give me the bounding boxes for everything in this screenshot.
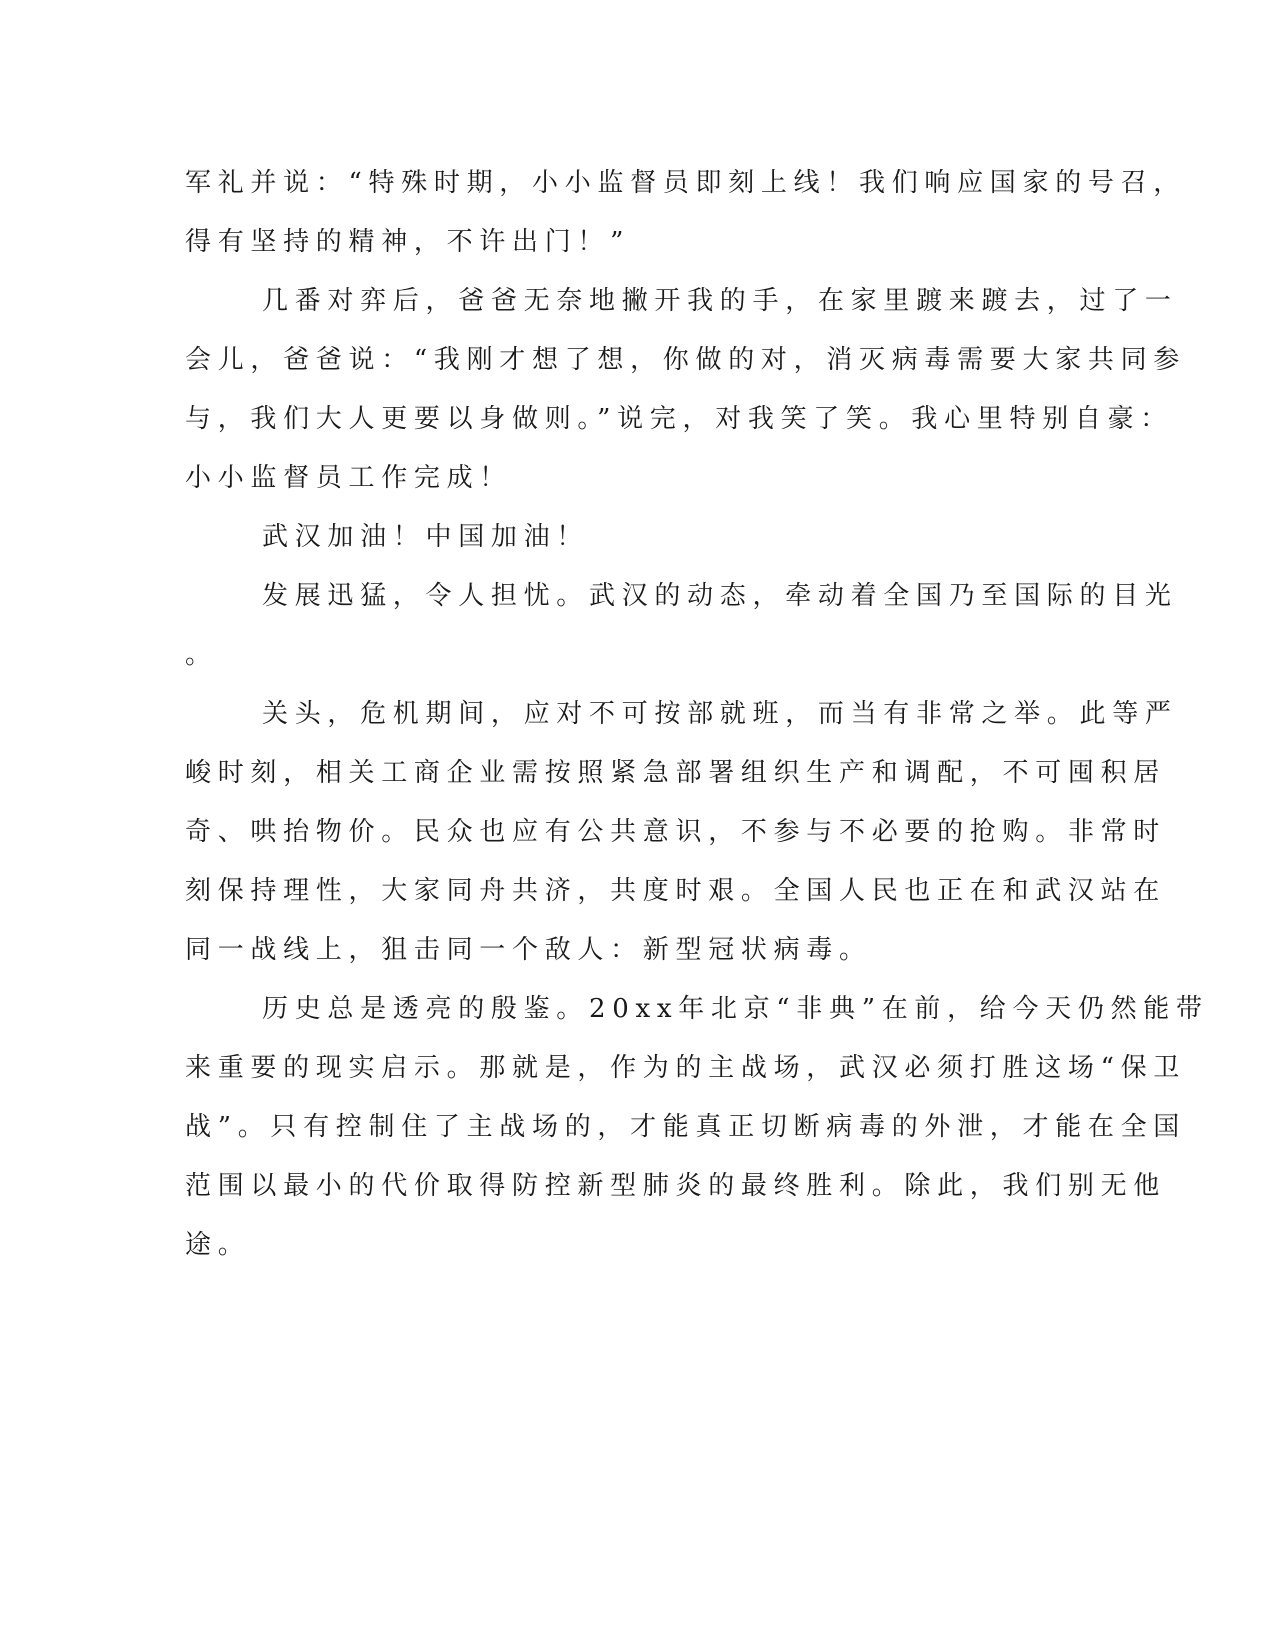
body-text-line: 途。 xyxy=(185,1230,251,1260)
body-text-line: 得有坚持的精神，不许出门！” xyxy=(185,227,631,257)
body-text-line: 来重要的现实启示。那就是，作为的主战场，武汉必须打胜这场“保卫 xyxy=(185,1053,1186,1083)
body-text-line: 发展迅猛，令人担忧。武汉的动态，牵动着全国乃至国际的目光 xyxy=(262,581,1178,611)
body-text-line: 。 xyxy=(185,640,218,670)
body-text-line: 范围以最小的代价取得防控新型肺炎的最终胜利。除此，我们别无他 xyxy=(185,1171,1167,1201)
body-text-line: 军礼并说：“特殊时期，小小监督员即刻上线！我们响应国家的号召， xyxy=(185,168,1186,198)
body-text-line: 几番对弈后，爸爸无奈地撇开我的手，在家里踱来踱去，过了一 xyxy=(262,286,1178,316)
body-text-line: 与，我们大人更要以身做则。”说完，对我笑了笑。我心里特别自豪： xyxy=(185,404,1173,434)
body-text-line: 武汉加油！中国加油！ xyxy=(262,522,590,552)
body-text-line: 奇、哄抬物价。民众也应有公共意识，不参与不必要的抢购。非常时 xyxy=(185,817,1167,847)
body-text-line: 关头，危机期间，应对不可按部就班，而当有非常之举。此等严 xyxy=(262,699,1178,729)
body-text-line: 会儿，爸爸说：“我刚才想了想，你做的对，消灭病毒需要大家共同参 xyxy=(185,345,1186,375)
body-text-line: 同一战线上，狙击同一个敌人：新型冠状病毒。 xyxy=(185,935,872,965)
body-text-line: 刻保持理性，大家同舟共济，共度时艰。全国人民也正在和武汉站在 xyxy=(185,876,1167,906)
body-text-line: 峻时刻，相关工商企业需按照紧急部署组织生产和调配，不可囤积居 xyxy=(185,758,1167,788)
body-text-line: 战”。只有控制住了主战场的，才能真正切断病毒的外泄，才能在全国 xyxy=(185,1112,1186,1142)
body-text-line: 历史总是透亮的殷鉴。20xx年北京“非典”在前，给今天仍然能带 xyxy=(262,994,1209,1024)
body-text-line: 小小监督员工作完成！ xyxy=(185,463,513,493)
